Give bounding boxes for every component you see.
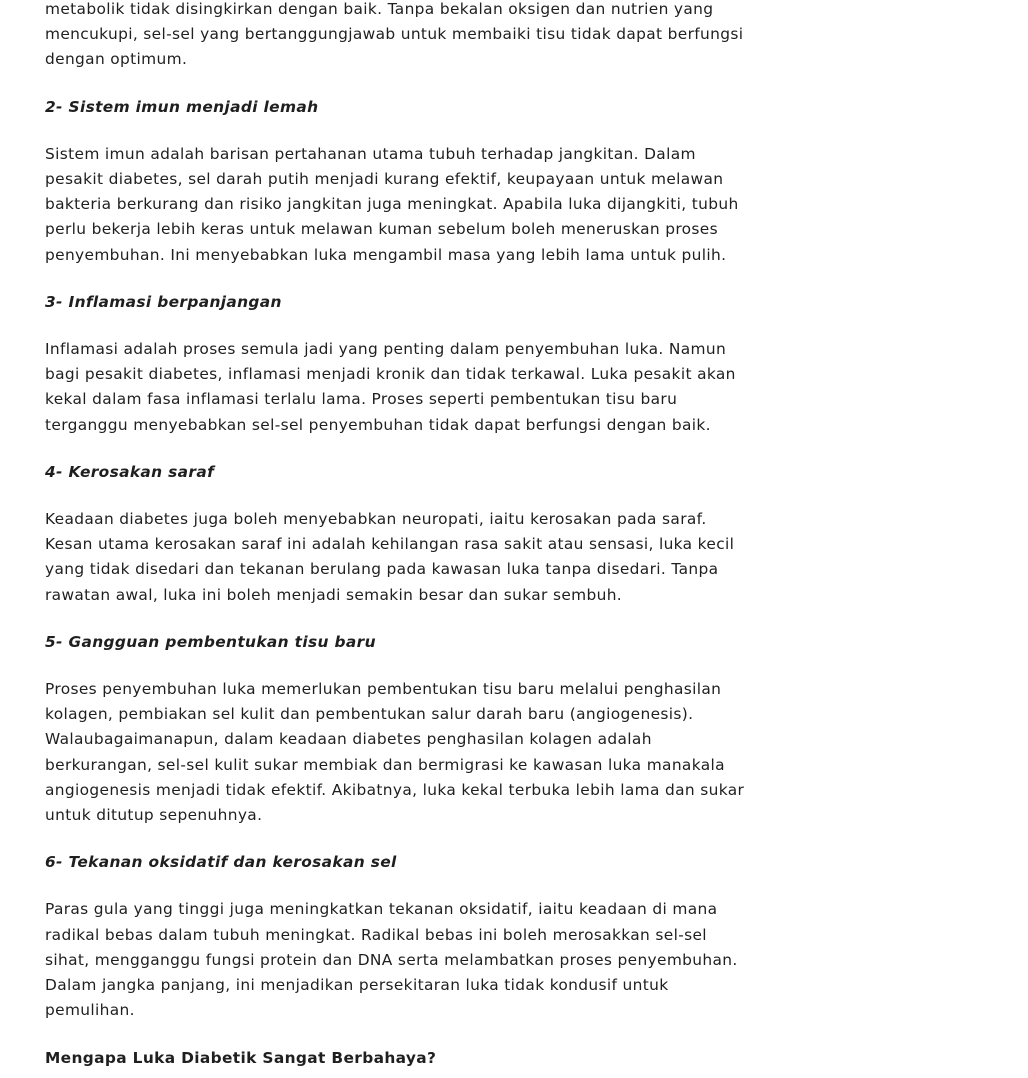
paragraph-intro-continued: metabolik tidak disingkirkan dengan baik. Tanpa bekalan oksigen dan nutrien yang mencukupi, sel-sel yang bertanggungjawab untuk membaiki tisu tidak dapat berfungsi dengan optimum. <box>45 0 744 69</box>
heading-prolonged-inflammation: 3- Inflamasi berpanjangan <box>45 292 282 311</box>
paragraph-tissue-formation: Proses penyembuhan luka memerlukan pembentukan tisu baru melalui penghasilan kolagen, pembiakan sel kulit dan pembentukan salur darah baru (angiogenesis). Walaubagaimanapun, dalam keadaan diabetes penghasilan kolagen adalah berkurangan, sel-sel kulit sukar membiak dan bermigrasi ke kawasan luka manakala angiogenesis menjadi tidak efektif. Akibatnya, luka kekal terbuka lebih lama dan sukar untuk ditutup sepenuhnya. <box>45 680 745 825</box>
heading-why-dangerous: Mengapa Luka Diabetik Sangat Berbahaya? <box>45 1048 437 1067</box>
paragraph-prolonged-inflammation: Inflamasi adalah proses semula jadi yang penting dalam penyembuhan luka. Namun bagi pesakit diabetes, inflamasi menjadi kronik dan tidak terkawal. Luka pesakit akan kekal dalam fasa inflamasi terlalu lama. Proses seperti pembentukan tisu baru terganggu menyebabkan sel-sel penyembuhan tidak dapat berfungsi dengan baik. <box>45 340 736 434</box>
paragraph-oxidative-stress: Paras gula yang tinggi juga meningkatkan tekanan oksidatif, iaitu keadaan di mana radikal bebas dalam tubuh meningkat. Radikal bebas ini boleh merosakkan sel-sel sihat, mengganggu fungsi protein dan DNA serta melambatkan proses penyembuhan. Dalam jangka panjang, ini menjadikan persekitaran luka tidak kondusif untuk pemulihan. <box>45 900 738 1020</box>
heading-nerve-damage: 4- Kerosakan saraf <box>45 462 215 481</box>
paragraph-weak-immune-system: Sistem imun adalah barisan pertahanan utama tubuh terhadap jangkitan. Dalam pesakit diabetes, sel darah putih menjadi kurang efektif, keupayaan untuk melawan bakteria berkurang dan risiko jangkitan juga meningkat. Apabila luka dijangkiti, tubuh perlu bekerja lebih keras untuk melawan kuman sebelum boleh meneruskan proses penyembuhan. Ini menyebabkan luka mengambil masa yang lebih lama untuk pulih. <box>45 144 739 264</box>
paragraph-nerve-damage: Keadaan diabetes juga boleh menyebabkan neuropati, iaitu kerosakan pada saraf. Kesan utama kerosakan saraf ini adalah kehilangan rasa sakit atau sensasi, luka kecil yang tidak disedari dan tekanan berulang pada kawasan luka tanpa disedari. Tanpa rawatan awal, luka ini boleh menjadi semakin besar dan sukar sembuh. <box>45 510 735 604</box>
article-body <box>45 0 805 1071</box>
heading-tissue-formation: 5- Gangguan pembentukan tisu baru <box>45 632 376 651</box>
heading-oxidative-stress: 6- Tekanan oksidatif dan kerosakan sel <box>45 853 397 872</box>
heading-weak-immune-system: 2- Sistem imun menjadi lemah <box>45 97 319 116</box>
